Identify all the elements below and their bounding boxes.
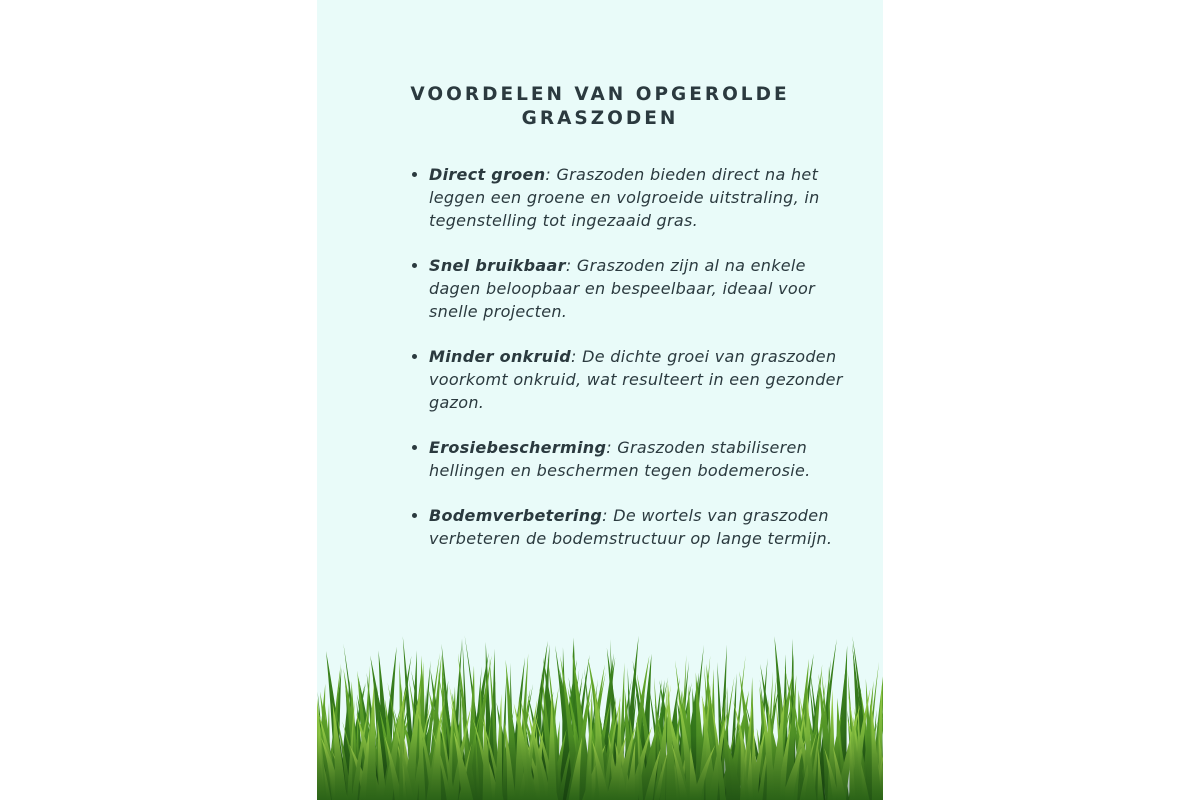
benefit-text: Graszoden bieden direct na het leggen een groene en volgroeide uitstraling, in tegenstelling tot ingezaaid gras. <box>429 165 820 230</box>
benefit-item-snel-bruikbaar <box>412 254 852 323</box>
benefit-text: De wortels van graszoden verbeteren de bodemstructuur op lange termijn. <box>429 506 833 548</box>
benefit-text: De dichte groei van graszoden voorkomt onkruid, wat resulteert in een gezonder gazon. <box>429 347 843 412</box>
benefit-term: Erosiebescherming <box>429 438 607 457</box>
benefit-term: Direct groen <box>429 165 546 184</box>
benefit-text: Graszoden stabiliseren hellingen en beschermen tegen bodemerosie. <box>429 438 811 480</box>
benefit-item-erosiebescherming <box>412 436 852 482</box>
title-line-2: GRASZODEN <box>521 108 679 129</box>
benefit-item-minder-onkruid <box>412 345 852 414</box>
benefits-list <box>412 163 852 572</box>
benefit-term: Minder onkruid <box>429 347 572 366</box>
benefit-text: Graszoden zijn al na enkele dagen beloopbaar en bespeelbaar, ideaal voor snelle projecten. <box>429 256 815 321</box>
benefit-separator: : <box>545 165 557 184</box>
benefit-separator: : <box>606 438 618 457</box>
benefit-separator: : <box>602 506 614 525</box>
benefit-item-direct-groen <box>412 163 852 232</box>
benefit-term: Snel bruikbaar <box>429 256 566 275</box>
benefit-item-bodemverbetering <box>412 504 852 550</box>
benefit-separator: : <box>565 256 577 275</box>
benefit-term: Bodemverbetering <box>429 506 603 525</box>
title-line-1: VOORDELEN VAN OPGEROLDE <box>410 84 790 105</box>
page-title <box>317 83 883 131</box>
benefit-separator: : <box>571 347 583 366</box>
info-card <box>317 0 883 800</box>
grass-border-illustration <box>317 625 883 800</box>
